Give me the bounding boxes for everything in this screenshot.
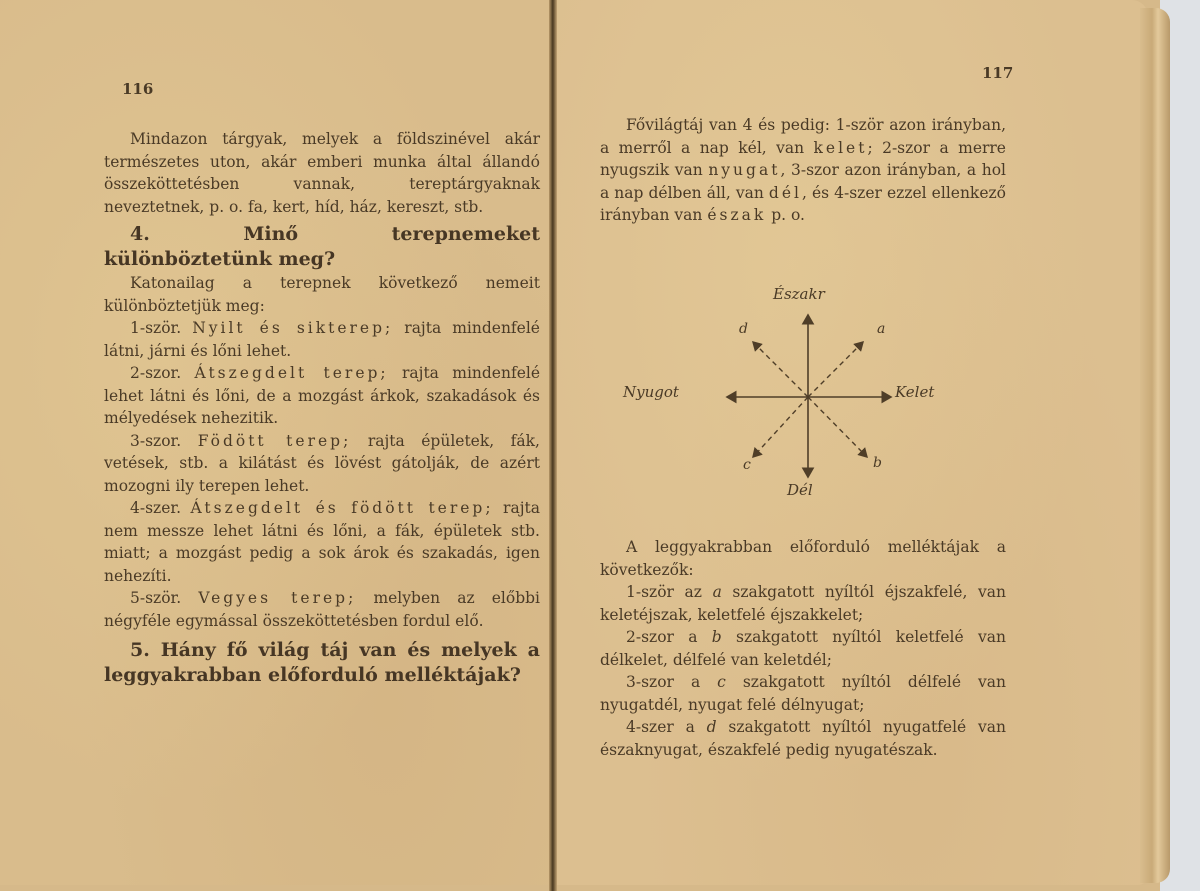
compass-label-d: d xyxy=(739,321,748,337)
page-fore-edge xyxy=(1140,8,1170,883)
compass-label-b: b xyxy=(873,455,882,471)
term-eszak: észak xyxy=(707,206,767,224)
terrain-item-1: 1-ször. Nyilt és sikterep; rajta mindenfelé látni, járni és lőni lehet. xyxy=(104,319,540,360)
term-kelet: kelet xyxy=(813,138,868,157)
book-gutter xyxy=(549,0,557,891)
terrain-item-4: 4-szer. Átszegdelt és födött terep; rajta nem messze lehet látni és lőni, a fák, épületek stb. miatt; a mozgást pedig a sok árok és szakadás, igen nehezíti. xyxy=(104,499,540,585)
compass-label-east: Kelet xyxy=(895,383,935,401)
terrain-item-3: 3-szor. Födött terep; rajta épületek, fák, vetések, stb. a kilátást és lövést gátolják, de azért mozogni ily terepen lehet. xyxy=(104,431,540,495)
term-nyugat: nyugat xyxy=(708,161,781,179)
compass-label-west: Nyugot xyxy=(623,383,679,401)
left-page-body xyxy=(104,128,540,688)
compass-label-a: a xyxy=(877,321,886,337)
secondary-item-1: 1-ször az a szakgatott nyíltól éjszakfelé, van keletéjszak, keletfelé éjszakkelet; xyxy=(600,583,1006,624)
secondary-intro: A leggyakrabban előforduló melléktájak a következők: xyxy=(600,538,1006,579)
terrain-item-5: 5-ször. Vegyes terep; melyben az előbbi négyféle egymással összeköttetésben fordul elő. xyxy=(104,589,540,630)
term-del: dél xyxy=(768,183,802,202)
secondary-item-4: 4-szer a d szakgatott nyíltól nyugatfelé van északnyugat, északfelé pedig nyugatészak. xyxy=(600,718,1006,759)
terrain-item-2: 2-szor. Átszegdelt terep; rajta mindenfelé lehet látni és lőni, de a mozgást árkok, szakadások és mélyedések nehezitik. xyxy=(104,364,540,427)
answer-4-intro: Katonailag a terepnek következő nemeit különböztetjük meg: xyxy=(104,274,540,315)
terrain-term: Vegyes terep; xyxy=(198,589,357,607)
terrain-term: Átszegdelt és födött terep; xyxy=(190,499,494,517)
question-4-heading: 4. Minő terepnemeket különböztetünk meg? xyxy=(104,223,540,270)
right-page-secondary-directions xyxy=(600,536,1006,761)
terrain-term: Átszegdelt terep; xyxy=(194,364,389,382)
terrain-term: Födött terep; xyxy=(197,431,352,450)
right-page-main-paragraph: Fővilágtáj van 4 és pedig: 1-ször azon irányban, a merről a nap kél, van kelet; 2-szor a merre nyugszik van nyugat, 3-szor azon irányban, a hol a nap délben áll, van dél, és 4-szer ezzel ellenkező irányban van észak p. o. xyxy=(600,116,1006,224)
page-number-left: 116 xyxy=(122,80,154,98)
secondary-item-3: 3-szor a c szakgatott nyíltól délfelé van nyugatdél, nyugat felé délnyugat; xyxy=(600,673,1006,714)
terrain-term: Nyilt és sikterep; xyxy=(192,319,394,337)
compass-label-south: Dél xyxy=(787,481,813,499)
compass-label-north: Északr xyxy=(773,285,825,303)
intro-paragraph: Mindazon tárgyak, melyek a földszinével akár természetes uton, akár emberi munka által állandó összeköttetésben vannak, tereptárgyaknak neveztetnek, p. o. fa, kert, híd, ház, kereszt, stb. xyxy=(104,130,540,216)
question-5-heading: 5. Hány fő világ táj van és melyek a leggyakrabban előforduló melléktájak? xyxy=(104,639,540,686)
compass-rose-diagram xyxy=(615,285,965,505)
secondary-item-2: 2-szor a b szakgatott nyíltól keletfelé van délkelet, délfelé van keletdél; xyxy=(600,628,1006,669)
compass-label-c: c xyxy=(743,457,751,473)
page-number-right: 117 xyxy=(982,64,1014,82)
